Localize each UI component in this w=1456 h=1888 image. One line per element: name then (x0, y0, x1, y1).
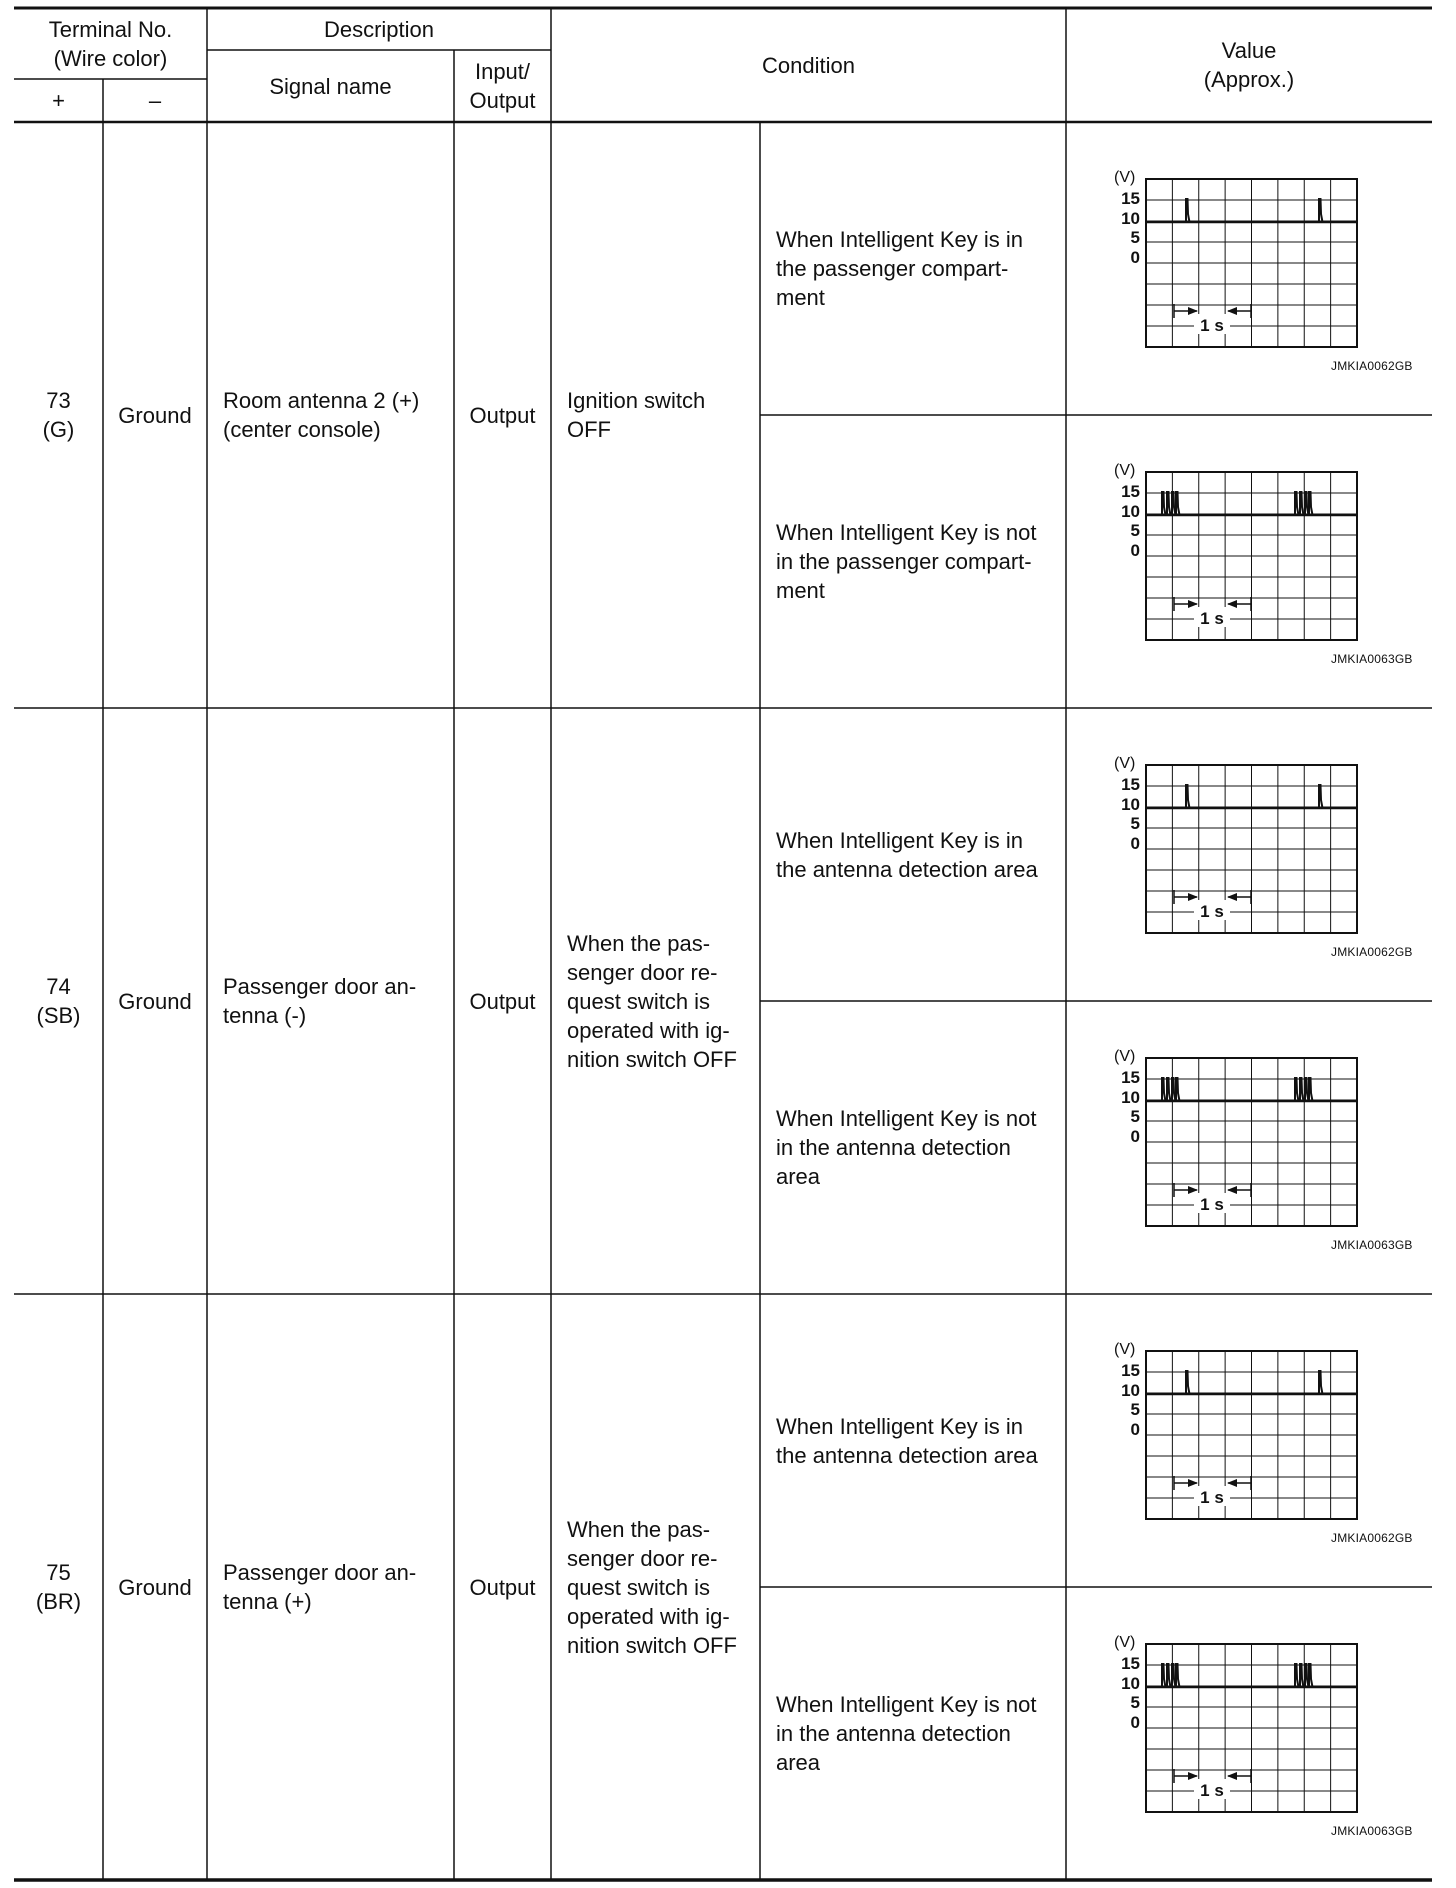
figure-id-label: JMKIA0063GB (1331, 1238, 1413, 1252)
header-value-line1: Value (1221, 38, 1277, 63)
waveform-chart (1114, 1634, 1357, 1812)
waveform-tick-label: 10 (1121, 795, 1140, 814)
header-description: Description (323, 16, 435, 42)
signal-name-cell (223, 1294, 450, 1880)
waveform-tick-label: 5 (1130, 1400, 1140, 1419)
condition-line: OFF (567, 417, 611, 442)
waveform-tick-label: 5 (1130, 521, 1140, 540)
waveform-pulse (1300, 1078, 1304, 1101)
waveform-pulse (1300, 1664, 1304, 1687)
waveform-tick-label: 10 (1121, 1088, 1140, 1107)
terminal-number-cell (14, 122, 103, 708)
header-terminal-no (14, 8, 207, 79)
waveform-pulse (1176, 492, 1180, 515)
waveform-pulse (1319, 785, 1323, 808)
waveform-tick-label: 15 (1121, 775, 1140, 794)
subcondition-cell (776, 415, 1060, 708)
waveform-pulse (1172, 1078, 1176, 1101)
subcondition-line: When Intelligent Key is not (776, 1692, 1037, 1717)
subcondition-cell (776, 708, 1060, 1001)
waveform-unit-label: (V) (1114, 1634, 1136, 1651)
terminal-number: 75 (46, 1560, 71, 1585)
waveform-tick-label: 0 (1130, 834, 1140, 853)
wire-color: (SB) (36, 1003, 81, 1028)
waveform-pulse (1167, 1078, 1171, 1101)
waveform-tick-label: 0 (1130, 1420, 1140, 1439)
scale-arrow-left (1227, 600, 1237, 608)
condition-line: quest switch is (567, 1574, 711, 1600)
condition-line: When the pas- (567, 930, 711, 956)
waveform-tick-label: 15 (1121, 1068, 1140, 1087)
signal-name-line: tenna (+) (223, 1589, 312, 1614)
waveform-pulse (1186, 1371, 1190, 1394)
scale-arrow-left (1227, 1772, 1237, 1780)
condition-line: Ignition switch (567, 388, 706, 413)
header-signal-name: Signal name (269, 73, 392, 99)
signal-name-line: Passenger door an- (223, 974, 417, 999)
subcondition-line: When Intelligent Key is not (776, 1106, 1037, 1131)
subcondition-line: ment (776, 285, 825, 310)
subcondition-line: the antenna detection area (776, 1442, 1038, 1468)
subcondition-line: area (776, 1164, 821, 1189)
io-label: Output (469, 988, 536, 1014)
signal-name-cell (223, 122, 450, 708)
waveform-pulse (1176, 1664, 1180, 1687)
condition-line: When the pas- (567, 1516, 711, 1542)
waveform-pulse (1176, 1078, 1180, 1101)
subcondition-line: in the passenger compart- (776, 549, 1032, 574)
waveform-tick-label: 5 (1130, 814, 1140, 833)
waveform-pulse (1162, 492, 1166, 515)
waveform-chart (1114, 1341, 1357, 1519)
waveform-time-label: 1 s (1200, 1195, 1224, 1214)
terminal-number-cell (14, 1294, 103, 1880)
waveform-unit-label: (V) (1114, 462, 1136, 479)
waveform-pulse (1300, 492, 1304, 515)
waveform-chart (1114, 755, 1357, 933)
wire-color: (BR) (35, 1589, 82, 1614)
waveform-time-label: 1 s (1200, 1781, 1224, 1800)
figure-id-label: JMKIA0062GB (1331, 945, 1413, 959)
scale-arrow-right (1188, 1186, 1198, 1194)
scale-arrow-right (1188, 893, 1198, 901)
condition-cell (567, 708, 756, 1294)
condition-cell (567, 122, 756, 708)
scale-arrow-left (1227, 1186, 1237, 1194)
waveform-pulse (1162, 1078, 1166, 1101)
waveform-tick-label: 5 (1130, 1107, 1140, 1126)
header-wire-color-label: (Wire color) (53, 45, 168, 71)
waveform-pulse (1162, 1664, 1166, 1687)
figure-id-label: JMKIA0063GB (1331, 652, 1413, 666)
header-terminal-label: Terminal No. (48, 16, 173, 42)
subcondition-line: in the antenna detection (776, 1721, 1011, 1746)
io-cell (454, 708, 551, 1294)
signal-name-line: Room antenna 2 (+) (223, 388, 420, 413)
figure-id-label: JMKIA0063GB (1331, 1824, 1413, 1838)
subcondition-line: the antenna detection area (776, 856, 1038, 882)
waveform-tick-label: 15 (1121, 189, 1140, 208)
waveform-pulse (1319, 1371, 1323, 1394)
header-value (1066, 8, 1432, 122)
waveform-pulse (1186, 199, 1190, 222)
waveform-pulse (1167, 492, 1171, 515)
subcondition-line: When Intelligent Key is in (776, 227, 1024, 252)
ground-label: Ground (118, 402, 192, 428)
waveform-chart (1114, 1048, 1357, 1226)
condition-line: operated with ig- (567, 1603, 730, 1629)
condition-line: nition switch OFF (567, 1632, 737, 1658)
waveform-unit-label: (V) (1114, 1048, 1136, 1065)
waveform-tick-label: 0 (1130, 1713, 1140, 1732)
header-input-output (454, 50, 551, 122)
condition-cell (567, 1294, 756, 1880)
waveform-tick-label: 0 (1130, 1127, 1140, 1146)
waveform-pulse (1309, 492, 1313, 515)
subcondition-cell (776, 1587, 1060, 1880)
waveform-tick-label: 10 (1121, 1674, 1140, 1693)
waveform-unit-label: (V) (1114, 169, 1136, 186)
subcondition-cell (776, 1001, 1060, 1294)
subcondition-cell (776, 122, 1060, 415)
waveform-time-label: 1 s (1200, 1488, 1224, 1507)
condition-line: nition switch OFF (567, 1046, 737, 1072)
subcondition-line: area (776, 1750, 821, 1775)
waveform-tick-label: 5 (1130, 1693, 1140, 1712)
waveform-tick-label: 10 (1121, 502, 1140, 521)
waveform-unit-label: (V) (1114, 1341, 1136, 1358)
io-label: Output (469, 402, 536, 428)
terminal-number: 74 (46, 974, 71, 999)
waveform-unit-label: (V) (1114, 755, 1136, 772)
waveform-pulse (1305, 1078, 1309, 1101)
waveform-tick-label: 5 (1130, 228, 1140, 247)
waveform-chart (1114, 462, 1357, 640)
subcondition-line: the passenger compart- (776, 256, 1009, 281)
scale-arrow-right (1188, 600, 1198, 608)
waveform-pulse (1167, 1664, 1171, 1687)
waveform-pulse (1172, 492, 1176, 515)
ground-cell (103, 1294, 207, 1880)
waveform-time-label: 1 s (1200, 902, 1224, 921)
waveform-pulse (1295, 1664, 1299, 1687)
figure-id-label: JMKIA0062GB (1331, 1531, 1413, 1545)
condition-line: quest switch is (567, 988, 711, 1014)
waveform-time-label: 1 s (1200, 609, 1224, 628)
waveform-tick-label: 0 (1130, 541, 1140, 560)
header-value-line2: (Approx.) (1203, 67, 1295, 92)
waveform-pulse (1309, 1078, 1313, 1101)
terminal-number-cell (14, 708, 103, 1294)
scale-arrow-right (1188, 1479, 1198, 1487)
scale-arrow-right (1188, 307, 1198, 315)
subcondition-line: in the antenna detection (776, 1135, 1011, 1160)
subcondition-line: When Intelligent Key is in (776, 1413, 1024, 1439)
figure-id-label: JMKIA0062GB (1331, 359, 1413, 373)
scale-arrow-right (1188, 1772, 1198, 1780)
waveform-pulse (1295, 1078, 1299, 1101)
signal-name-line: tenna (-) (223, 1003, 307, 1028)
ground-cell (103, 122, 207, 708)
condition-line: senger door re- (567, 1545, 718, 1571)
terminal-number: 73 (46, 388, 71, 413)
header-io-line1: Input/ (474, 59, 531, 84)
waveform-pulse (1305, 492, 1309, 515)
wire-color: (G) (42, 417, 75, 442)
io-cell (454, 122, 551, 708)
waveform-pulse (1172, 1664, 1176, 1687)
waveform-tick-label: 10 (1121, 209, 1140, 228)
header-minus: – (148, 88, 162, 113)
signal-name-line: Passenger door an- (223, 1560, 417, 1585)
waveform-tick-label: 0 (1130, 248, 1140, 267)
signal-name-cell (223, 708, 450, 1294)
condition-line: operated with ig- (567, 1017, 730, 1043)
scale-arrow-left (1227, 307, 1237, 315)
waveform-pulse (1305, 1664, 1309, 1687)
waveform-tick-label: 10 (1121, 1381, 1140, 1400)
subcondition-cell (776, 1294, 1060, 1587)
scale-arrow-left (1227, 1479, 1237, 1487)
scale-arrow-left (1227, 893, 1237, 901)
signal-name-line: (center console) (223, 417, 381, 442)
waveform-pulse (1295, 492, 1299, 515)
condition-line: senger door re- (567, 959, 718, 985)
subcondition-line: When Intelligent Key is in (776, 827, 1024, 853)
header-io-line2: Output (469, 88, 536, 113)
header-plus: + (52, 88, 65, 113)
waveform-pulse (1309, 1664, 1313, 1687)
waveform-time-label: 1 s (1200, 316, 1224, 335)
ground-label: Ground (118, 988, 192, 1014)
waveform-pulse (1319, 199, 1323, 222)
waveform-tick-label: 15 (1121, 482, 1140, 501)
waveform-tick-label: 15 (1121, 1361, 1140, 1380)
ground-label: Ground (118, 1574, 192, 1600)
header-condition: Condition (762, 52, 855, 78)
ground-cell (103, 708, 207, 1294)
io-cell (454, 1294, 551, 1880)
subcondition-line: When Intelligent Key is not (776, 520, 1037, 545)
io-label: Output (469, 1574, 536, 1600)
waveform-chart (1114, 169, 1357, 347)
waveform-tick-label: 15 (1121, 1654, 1140, 1673)
waveform-pulse (1186, 785, 1190, 808)
subcondition-line: ment (776, 578, 825, 603)
